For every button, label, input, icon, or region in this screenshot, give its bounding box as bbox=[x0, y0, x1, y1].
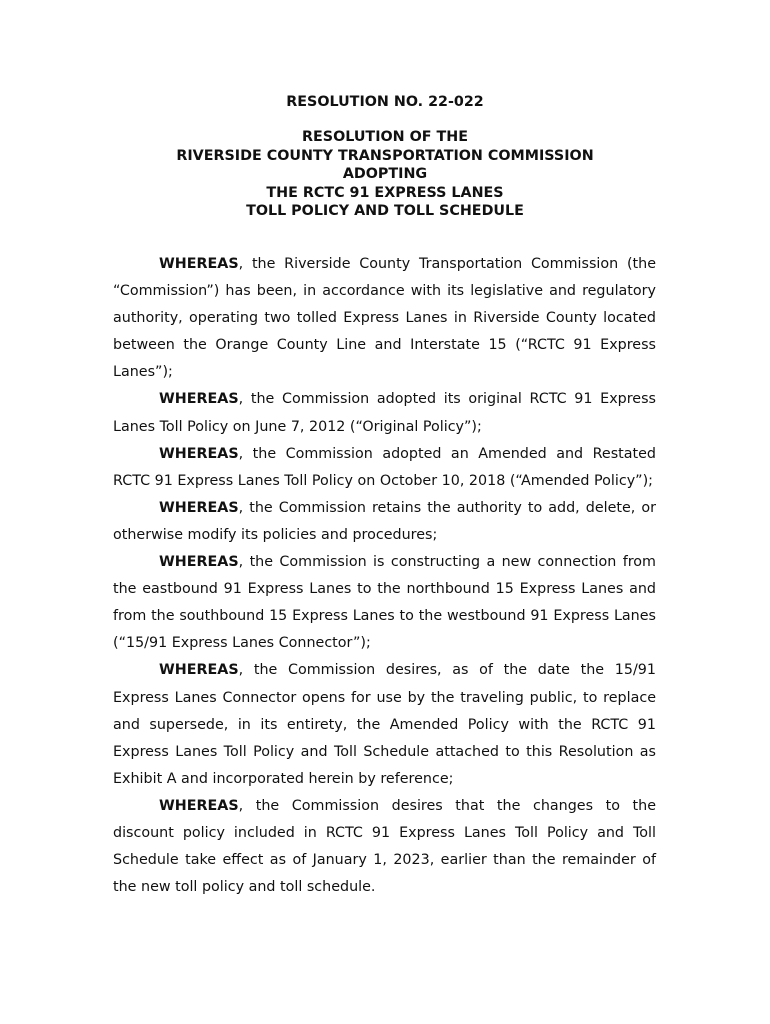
title-line: TOLL POLICY AND TOLL SCHEDULE bbox=[246, 203, 524, 219]
whereas-lead: WHEREAS bbox=[159, 256, 239, 272]
paragraph-text: , the Commission desires, as of the date the 15/91 Express Lanes Connector opens for use by the traveling public, to replace and supersede, in its entirety, the Amended Policy with the RCTC 91 Express Lanes Toll Policy and Toll Schedule attached to this Resolution as Exhibit A and incorporated herein by reference; bbox=[113, 662, 656, 787]
title-line: RESOLUTION OF THE bbox=[302, 129, 468, 145]
whereas-lead: WHEREAS bbox=[159, 499, 239, 516]
paragraph-text: , the Commission is constructing a new connection from the eastbound 91 Express Lanes to the northbound 15 Express Lanes and from the southbound 15 Express Lanes to the westbound 91 Express Lanes (“15/91 Express Lanes Connector”); bbox=[113, 554, 656, 652]
title-line: ADOPTING bbox=[342, 166, 428, 182]
whereas-paragraph bbox=[113, 495, 656, 549]
whereas-paragraph bbox=[113, 657, 656, 792]
whereas-paragraph bbox=[113, 793, 656, 901]
paragraph-text: , the Commission adopted its original RCTC 91 Express Lanes Toll Policy on June 7, 2012 (“Original Policy”); bbox=[113, 391, 656, 435]
whereas-paragraph bbox=[113, 251, 656, 386]
whereas-lead: WHEREAS bbox=[159, 445, 239, 462]
resolution-title bbox=[0, 128, 770, 221]
whereas-lead: WHEREAS bbox=[159, 391, 239, 408]
whereas-lead: WHEREAS bbox=[159, 554, 239, 571]
title-line: RIVERSIDE COUNTY TRANSPORTATION COMMISSION bbox=[176, 147, 594, 164]
whereas-lead: WHEREAS bbox=[159, 662, 239, 679]
resolution-body bbox=[113, 251, 656, 901]
title-line: THE RCTC 91 EXPRESS LANES bbox=[266, 184, 504, 201]
whereas-paragraph bbox=[113, 441, 656, 495]
whereas-paragraph bbox=[113, 386, 656, 440]
whereas-paragraph bbox=[113, 549, 656, 657]
resolution-number: RESOLUTION NO. 22-022 bbox=[286, 94, 484, 110]
paragraph-text: , the Commission adopted an Amended and Restated RCTC 91 Express Lanes Toll Policy on October 10, 2018 (“Amended Policy”); bbox=[113, 445, 656, 489]
whereas-lead: WHEREAS bbox=[159, 797, 239, 814]
paragraph-text: , the Commission desires that the changes to the discount policy included in RCTC 91 Express Lanes Toll Policy and Toll Schedule take effect as of January 1, 2023, earlier than the remainder of the new toll policy and toll schedule. bbox=[113, 797, 656, 896]
paragraph-text: , the Riverside County Transportation Commission (the “Commission”) has been, in accordance with its legislative and regulatory authority, operating two tolled Express Lanes in Riverside County located between the Orange County Line and Interstate 15 (“RCTC 91 Express Lanes”); bbox=[113, 256, 656, 381]
paragraph-text: , the Commission retains the authority to add, delete, or otherwise modify its policies and procedures; bbox=[113, 499, 656, 543]
